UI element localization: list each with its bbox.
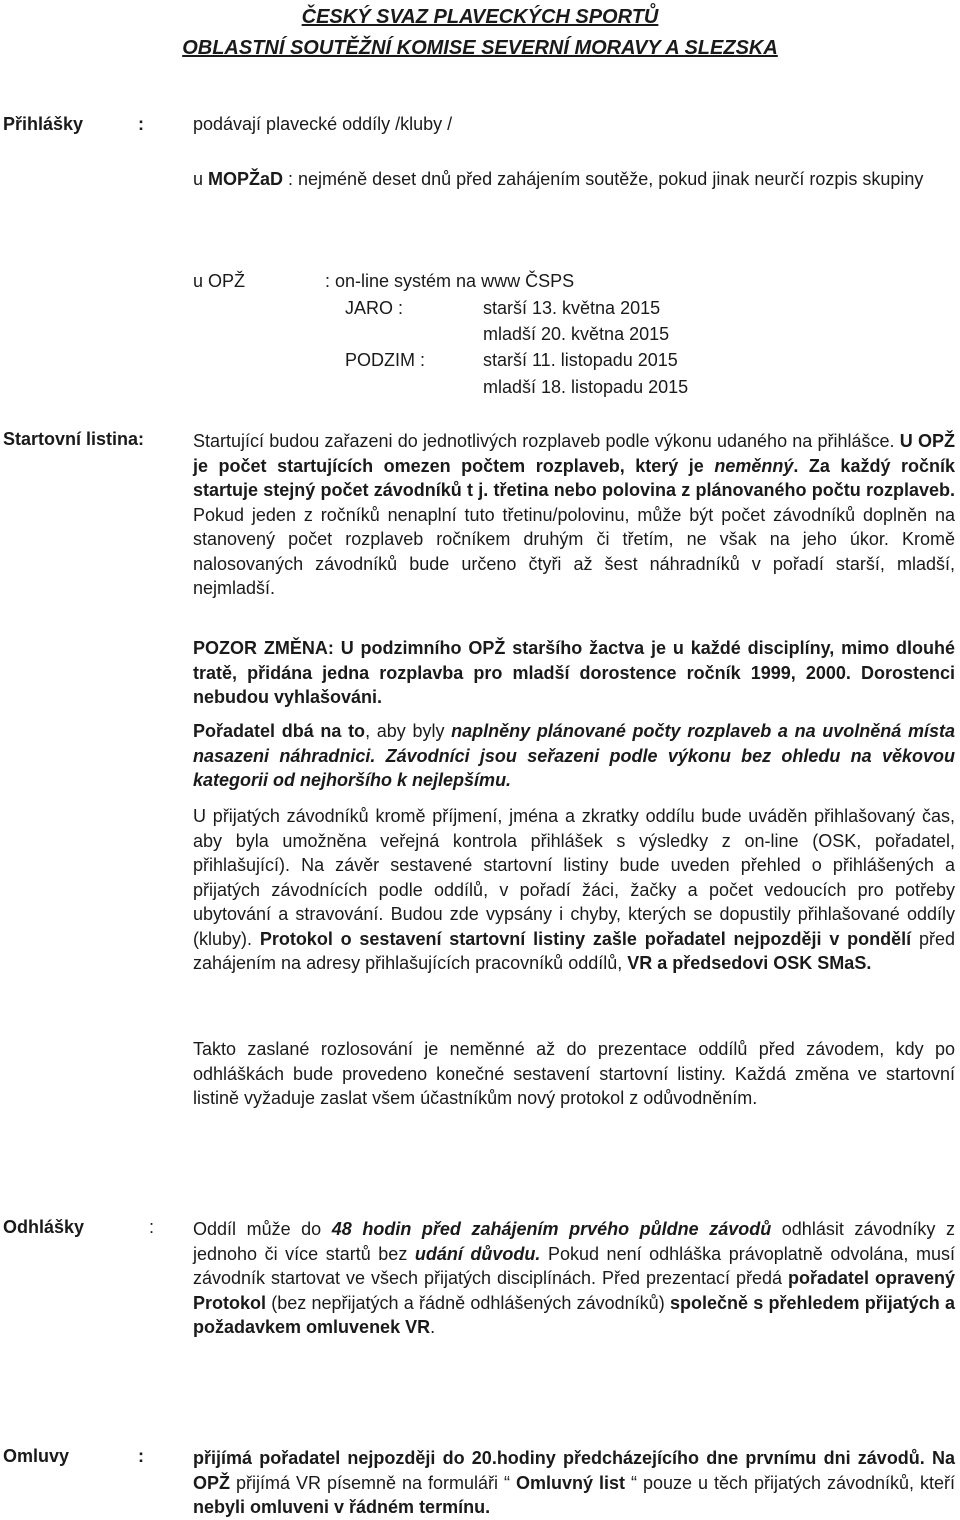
omluvy-colon: : bbox=[138, 1446, 144, 1466]
startovni-paragraph-1 bbox=[193, 429, 955, 601]
odhlasky-label: Odhlášky bbox=[3, 1217, 85, 1237]
podzim-label: PODZIM : bbox=[345, 350, 425, 370]
omluvy-a: přijímá pořadatel nejpozději do 20.hodiny předcházejícího dne prvnímu dni závodů. Na OPŽ bbox=[193, 1448, 955, 1493]
startovni-paragraph-2 bbox=[193, 636, 955, 710]
opz-name: u OPŽ bbox=[193, 271, 246, 291]
odhlasky-c: odhlásit závodníky z jednoho či více startů bez bbox=[193, 1219, 956, 1264]
p3-text-a: Pořadatel dbá na to bbox=[193, 721, 366, 741]
page-subtitle: OBLASTNÍ SOUTĚŽNÍ KOMISE SEVERNÍ MORAVY A SLEZSKA bbox=[182, 37, 778, 59]
podzim-mladsi: mladší 18. listopadu 2015 bbox=[483, 377, 689, 397]
omluvy-label: Omluvy bbox=[3, 1446, 70, 1466]
p1-text-e: Pokud jeden z ročníků nenaplní tuto třetinu/polovinu, může být počet závodníků doplněn na stanovený počet rozplaveb ročníkem druhým či třetím, ne však na jeho úkor. Kromě nalosovaných závodníků bude určeno čtyři až šest náhradníků v pořadí starší, mladší, nejmladší. bbox=[193, 504, 955, 598]
p1-text-b: U OPŽ je počet startujících omezen počtem rozplaveb, který je bbox=[193, 431, 955, 476]
omluvy-d: “ pouze u těch přijatých závodníků, kteří bbox=[624, 1472, 956, 1493]
p4-text-b: Protokol o sestavení startovní listiny zašle pořadatel nejpozději v pondělí bbox=[259, 928, 912, 949]
odhlasky-f: pořadatel opravený Protokol bbox=[193, 1268, 955, 1313]
odhlasky-a: Oddíl může do bbox=[193, 1219, 332, 1239]
mopzad-text bbox=[193, 166, 955, 192]
odhlasky-e: Pokud není odhláška právoplatně odvolána, musí závodník startovat ve všech přijatých disciplínách. Před prezentací předá bbox=[193, 1243, 955, 1288]
omluvy-text bbox=[193, 1446, 955, 1520]
startovni-paragraph-4 bbox=[193, 804, 955, 976]
omluvy-b: přijímá VR písemně na formuláři “ bbox=[230, 1472, 516, 1493]
p3-text-c: naplněny plánované počty rozplaveb a na uvolněná místa nasazeni náhradnici. Závodníci jsou seřazeni podle výkonu bez ohledu na věkovou kategorii od nejhoršího k nejlepšímu. bbox=[193, 721, 955, 790]
odhlasky-h: společně s přehledem přijatých a požadavkem omluvenek VR bbox=[193, 1292, 955, 1337]
p4-text-c: před zahájením na adresy přihlašujících pracovníků oddílů, bbox=[193, 928, 955, 973]
opz-text: : on-line systém na www ČSPS bbox=[325, 271, 575, 291]
odhlasky-b: 48 hodin před zahájením prvého půldne závodů bbox=[331, 1219, 772, 1239]
odhlasky-g: (bez nepřijatých a řádně odhlášených závodníků) bbox=[266, 1292, 670, 1313]
odhlasky-colon: : bbox=[149, 1217, 155, 1237]
startovni-paragraph-3 bbox=[193, 719, 955, 793]
p4-text-a: U přijatých závodníků kromě příjmení, jména a zkratky oddílu bude uváděn přihlašovaný čas, aby byla umožněna veřejná kontrola přihlášek s výsledky z on-line (OSK, pořadatel, přihlašující). Na závěr sestavené startovní listiny bude uveden přehled o přihlášených a přijatých závodnících podle oddílů, v pořadí žáci, žačky a počet vedoucích pro potřeby ubytování a stravování. Budou zde vypsány i chyby, kterých se dopustily přihlašované oddíly (kluby). bbox=[193, 806, 955, 949]
jaro-starsi: starší 13. května 2015 bbox=[483, 298, 661, 318]
omluvy-c: Omluvný list bbox=[515, 1472, 625, 1493]
mopzad-rule: : nejméně deset dnů před zahájením soutěže, pokud jinak neurčí rozpis skupiny bbox=[283, 169, 924, 189]
odhlasky-d: udání důvodu. bbox=[414, 1243, 541, 1264]
prihlasky-intro: podávají plavecké oddíly /kluby / bbox=[193, 114, 453, 134]
jaro-label: JARO : bbox=[345, 298, 404, 318]
p1-text-d: . Za každý ročník startuje stejný počet závodníků t j. třetina nebo polovina z plánovaného počtu rozplaveb. bbox=[193, 455, 955, 500]
p1-text-c: neměnný bbox=[714, 455, 794, 476]
odhlasky-text bbox=[193, 1217, 955, 1340]
odhlasky-i: . bbox=[430, 1317, 436, 1337]
p1-text-a: Startující budou zařazeni do jednotlivých rozplaveb podle výkonu udaného na přihlášce. bbox=[193, 431, 900, 451]
p4-text-d: VR a předsedovi OSK SMaS. bbox=[627, 953, 872, 973]
page-title: ČESKÝ SVAZ PLAVECKÝCH SPORTŮ bbox=[301, 6, 659, 28]
mopzad-name: MOPŽaD bbox=[208, 169, 284, 189]
prihlasky-label: Přihlášky bbox=[3, 114, 84, 134]
startovni-label: Startovní listina: bbox=[3, 429, 145, 449]
prihlasky-colon: : bbox=[138, 114, 144, 134]
startovni-paragraph-5: Takto zaslané rozlosování je neměnné až do prezentace oddílů před závodem, kdy po odhláškách bude provedeno konečné sestavení startovní listiny. Každá změna ve startovní listině vyžaduje zaslat všem účastníkům nový protokol z odůvodněním. bbox=[193, 1039, 955, 1108]
podzim-starsi: starší 11. listopadu 2015 bbox=[483, 350, 678, 370]
jaro-mladsi: mladší 20. května 2015 bbox=[483, 324, 670, 344]
mopzad-prefix: u bbox=[193, 169, 209, 189]
pozor-zmena-text: POZOR ZMĚNA: U podzimního OPŽ staršího žactva je u každé disciplíny, mimo dlouhé tratě, přidána jedna rozplavba pro mladší dorostence ročník 1999, 2000. Dorostenci nebudou vyhlašováni. bbox=[193, 638, 955, 707]
omluvy-e: nebyli omluveni v řádném termínu. bbox=[193, 1497, 491, 1517]
p3-text-b: , aby byly bbox=[365, 721, 452, 741]
